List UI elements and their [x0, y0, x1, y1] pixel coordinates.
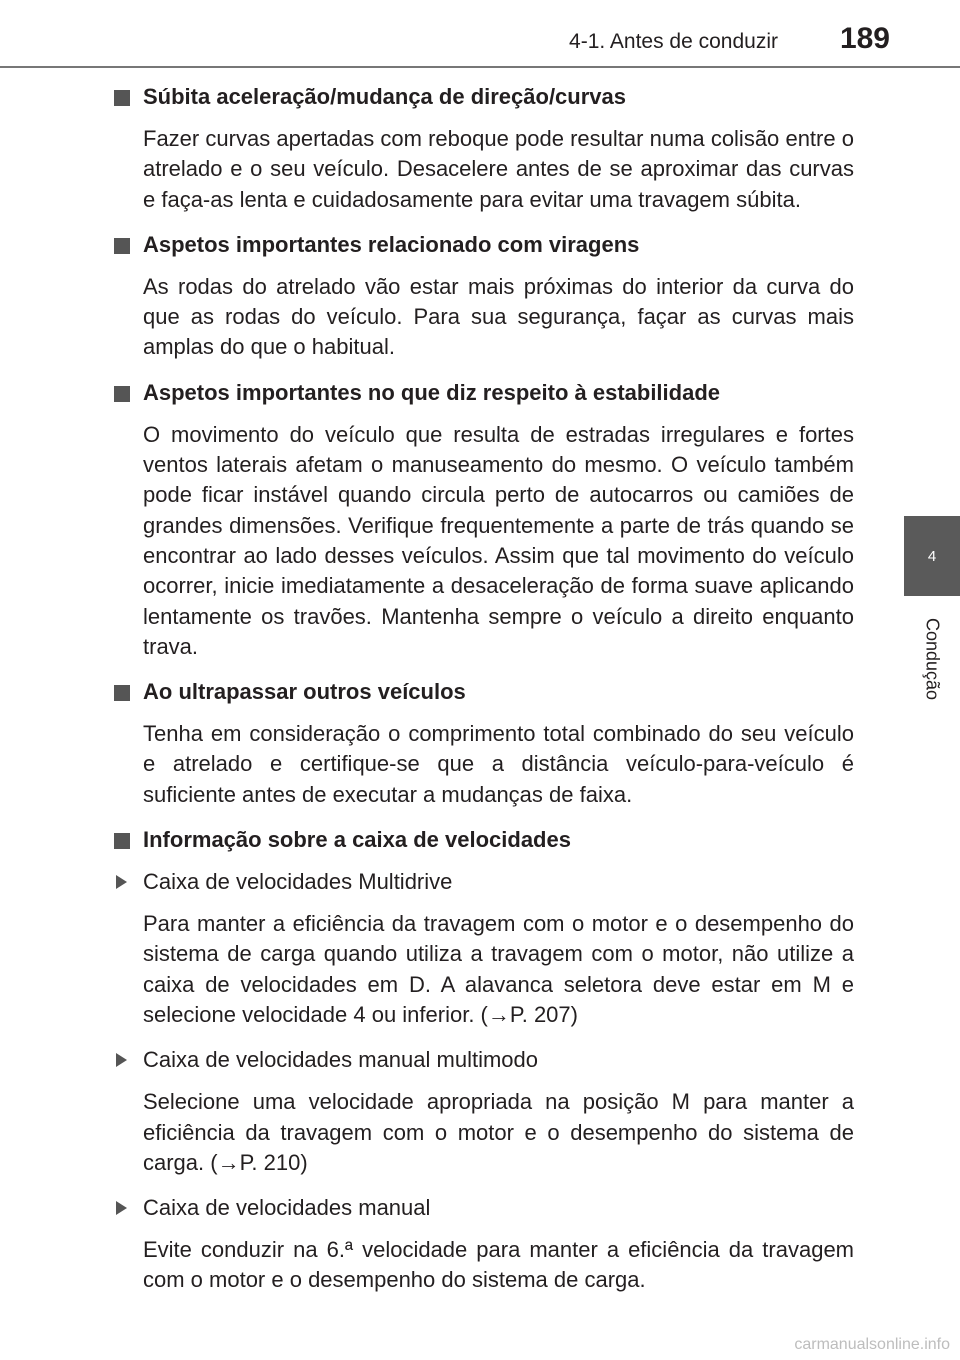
section-title: Aspetos importantes relacionado com viragens — [143, 231, 640, 257]
section-heading — [114, 230, 854, 260]
running-header: 4-1. Antes de conduzir — [569, 30, 778, 53]
item-body: Para manter a eficiência da travagem com o motor e o desempenho do sistema de carga quando utiliza a travagem com o motor, não utilize a caixa de velocidades em D. A alavanca seletora deve estar em M e selecione velocidade 4 ou inferior. (→P. 207) — [143, 911, 854, 1027]
item-body: Evite conduzir na 6.ª velocidade para manter a eficiência da travagem com o motor e o desempenho do sistema de carga. — [143, 1237, 854, 1293]
section-body: O movimento do veículo que resulta de estradas irregulares e fortes ventos laterais afetam o manuseamento do mesmo. O veículo também pode ficar instável quando circula perto de autocarros ou camiões de grandes dimensões. Verifique frequentemente a parte de trás quando se encontrar ao lado desses veículos. Assim que tal movimento do veículo ocorrer, inicie imediatamente a desaceleração de forma suave aplicando lentamente os travões. Mantenha sempre o veículo a direito enquanto trava. — [143, 421, 854, 659]
header-rule — [0, 66, 960, 68]
chapter-name: Condução — [922, 617, 943, 701]
section-overtaking — [114, 677, 854, 810]
chapter-number: 4 — [927, 547, 937, 565]
item-label: Caixa de velocidades Multidrive — [143, 869, 453, 895]
square-bullet-icon — [114, 685, 130, 701]
triangle-bullet-icon — [116, 1053, 127, 1067]
page-content — [114, 76, 854, 1311]
section-heading — [114, 677, 854, 707]
square-bullet-icon — [114, 238, 130, 254]
transmission-item-manual — [114, 1193, 854, 1223]
section-turning — [114, 230, 854, 363]
triangle-bullet-icon — [116, 1201, 127, 1215]
section-title: Aspetos importantes no que diz respeito à estabilidade — [143, 379, 721, 405]
section-heading — [114, 378, 854, 408]
section-heading — [114, 82, 854, 112]
transmission-item-multidrive — [114, 867, 854, 897]
section-title: Informação sobre a caixa de velocidades — [143, 827, 571, 853]
section-body: Fazer curvas apertadas com reboque pode resultar numa colisão entre o atrelado e o seu veículo. Desacelere antes de se aproximar das curvas e faça-as lenta e cuidadosamente para evitar uma travagem súbita. — [143, 126, 854, 212]
section-transmission — [114, 825, 854, 1296]
section-body: As rodas do atrelado vão estar mais próximas do interior da curva do que as rodas do veículo. Para sua segurança, façar as curvas mais amplas do que o habitual. — [143, 273, 854, 360]
section-sudden-acceleration — [114, 82, 854, 215]
chapter-label — [904, 604, 960, 714]
transmission-item-multimode — [114, 1045, 854, 1075]
item-label: Caixa de velocidades manual multimodo — [143, 1047, 538, 1073]
chapter-tab[interactable] — [904, 516, 960, 596]
section-heading — [114, 825, 854, 855]
square-bullet-icon — [114, 833, 130, 849]
item-body: Selecione uma velocidade apropriada na posição M para manter a eficiência da travagem com o motor e o desempenho do sistema de carga. (→P. 210) — [143, 1089, 854, 1175]
page-number: 189 — [839, 22, 890, 55]
section-stability — [114, 378, 854, 662]
triangle-bullet-icon — [116, 875, 127, 889]
section-title: Súbita aceleração/mudança de direção/curvas — [143, 84, 627, 109]
watermark: carmanualsonline.info — [794, 1336, 950, 1353]
section-body: Tenha em consideração o comprimento total combinado do seu veículo e atrelado e certifique-se que a distância veículo-para-veículo é suficiente antes de executar a mudanças de faixa. — [143, 721, 854, 807]
section-title: Ao ultrapassar outros veículos — [143, 679, 466, 705]
square-bullet-icon — [114, 90, 130, 106]
item-label: Caixa de velocidades manual — [143, 1195, 431, 1221]
square-bullet-icon — [114, 386, 130, 402]
